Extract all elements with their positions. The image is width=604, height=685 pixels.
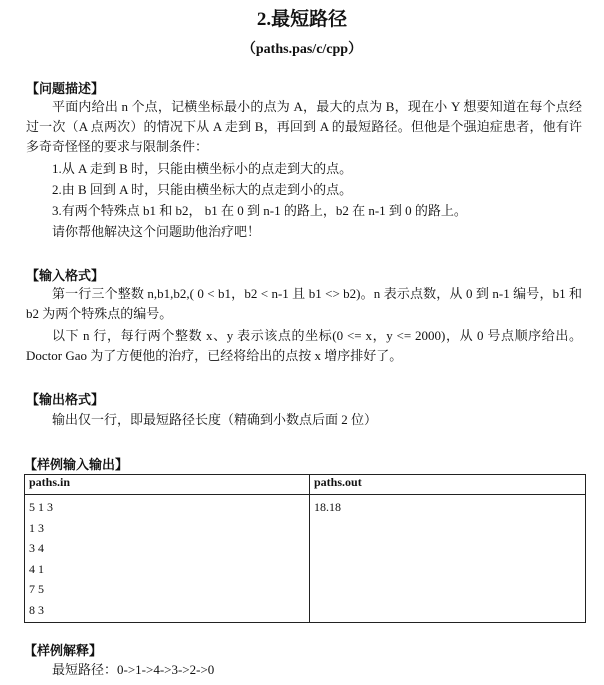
input-format-heading: 【输入格式】 [26,268,105,283]
sample-input-line: 3 4 [29,541,44,555]
sample-input-line: 1 3 [29,520,44,535]
input-format-para-2: 以下 n 行，每行两个整数 x、y 表示该点的坐标(0 <= x，y <= 2000)，从 0 号点顺序给出。Doctor Gao 为了方便他的治疗，已经将给出的点按 x 增序排好了。 [26,328,582,363]
sample-input-line: 7 5 [29,582,44,596]
problem-subtitle: （paths.pas/c/cpp） [241,42,363,57]
rule-3: 3.有两个特殊点 b1 和 b2， b1 在 0 到 n-1 的路上，b2 在 n-1 到 0 的路上。 [52,203,467,218]
sample-input-cell [25,495,310,623]
output-format-text: 输出仅一行，即最短路径长度（精确到小数点后面 2 位） [52,412,378,427]
problem-description-heading: 【问题描述】 [26,81,105,96]
problem-closing: 请你帮他解决这个问题助他治疗吧！ [52,224,261,239]
problem-description-intro: 平面内给出 n 个点，记横坐标最小的点为 A，最大的点为 B，现在小 Y 想要知道在每个点经过一次（A 点两次）的情况下从 A 走到 B，再回到 A 的最短路径。但他是个强迫症患者，他有许多奇奇怪怪的要求与限制条件： [26,99,582,154]
sample-output-cell [310,495,586,623]
sample-io-heading: 【样例输入输出】 [24,457,129,472]
sample-input-line: 8 3 [29,602,44,617]
sample-input-line: 4 1 [29,561,44,576]
sample-explanation-text: 最短路径：0->1->4->3->2->0 [52,662,215,677]
rule-1: 1.从 A 走到 B 时，只能由横坐标小的点走到大的点。 [52,161,353,176]
problem-title: 2.最短路径 [256,9,348,30]
rule-2: 2.由 B 回到 A 时，只能由横坐标大的点走到小的点。 [52,182,353,197]
sample-io-table [24,474,586,623]
sample-output-line: 18.18 [314,500,341,514]
sample-output-header: paths.out [310,475,586,495]
output-format-heading: 【输出格式】 [26,392,105,407]
sample-input-line: 5 1 3 [29,500,53,514]
input-format-para-1: 第一行三个整数 n,b1,b2,( 0 < b1，b2 < n-1 且 b1 <> b2)。n 表示点数，从 0 到 n-1 编号，b1 和 b2 为两个特殊点的编号。 [26,286,582,321]
sample-explanation-heading: 【样例解释】 [24,643,103,658]
sample-input-header: paths.in [25,475,310,495]
